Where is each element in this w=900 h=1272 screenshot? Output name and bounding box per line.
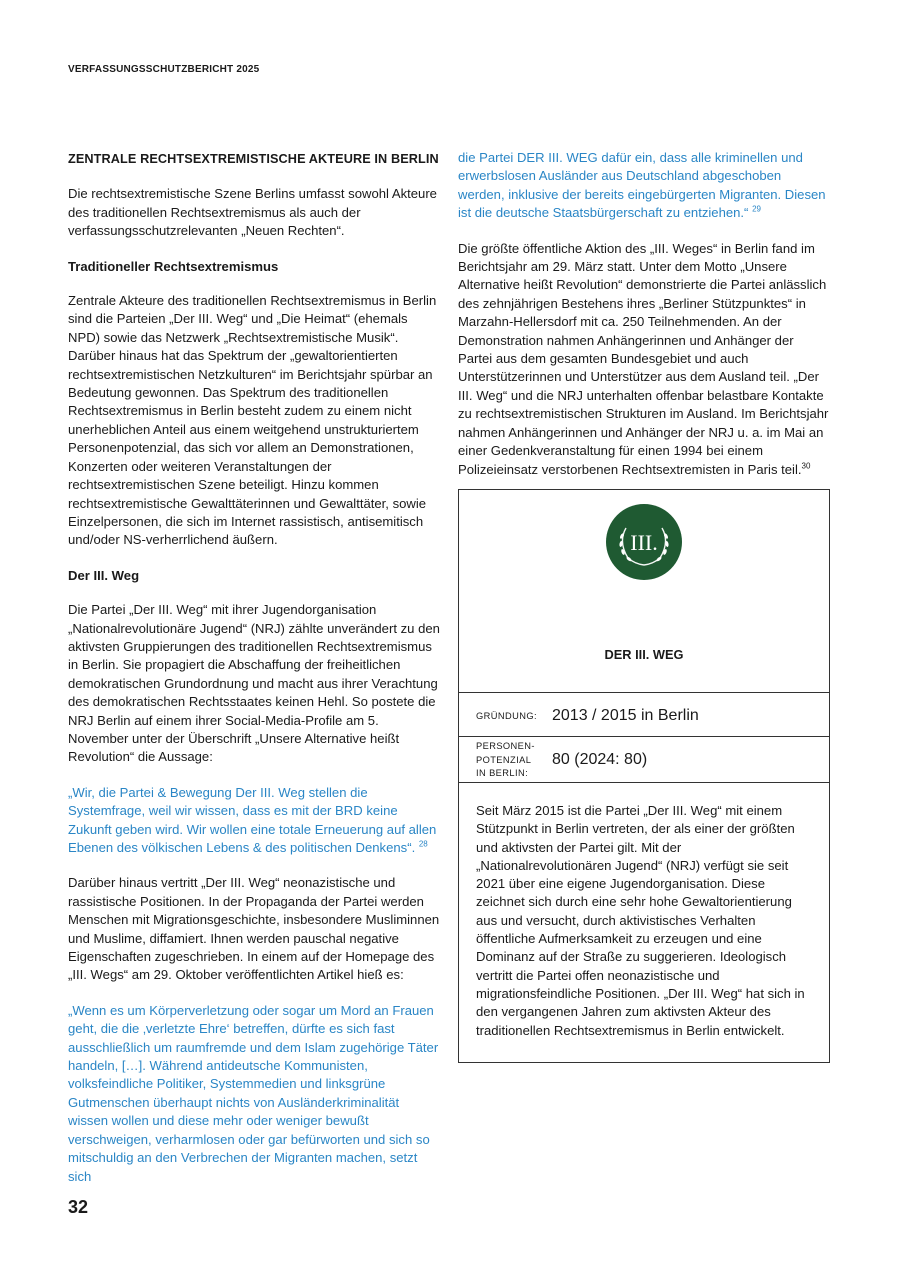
party-logo-laurel-icon <box>604 502 684 582</box>
founding-row <box>459 692 829 736</box>
potential-value: 80 (2024: 80) <box>552 751 648 768</box>
founding-value: 2013 / 2015 in Berlin <box>552 707 699 724</box>
der-iii-weg-paragraph: Die Partei „Der III. Weg“ mit ihrer Jugendorganisation „Nationalrevolutionäre Jugend“ (NRJ) zählte unverändert zu den aktivsten Gruppierungen des traditionellen Rechtsextremismus in Berlin. Sie propagiert die Abschaffung der freiheitlichen demokratischen Grundordnung und macht aus ihrer Verachtung des demokratischen Rechtsstaates keinen Hehl. So postete die NRJ Berlin auf einem ihrer Social-Media-Profile am 5. November unter der Überschrift „Unsere Alternative heißt Revolution“ die Aussage: <box>68 602 440 765</box>
potential-label-line-3: IN BERLIN: <box>476 768 529 778</box>
quote-systemfrage <box>68 784 440 858</box>
action-paragraph-text: Die größte öffentliche Aktion des „III. Weges“ in Berlin fand im Berichtsjahr am 29. März statt. Unter dem Motto „Unsere Alternative heißt Revolution“ demonstrierte die Partei anlässlich des zehnjährigen Bestehens ihres „Berliner Stützpunktes“ in Marzahn-Hellersdorf mit ca. 250 Teilnehmenden. An der Demonstration nahmen Anhängerinnen und Anhänger der Partei aus dem gesamten Bundesgebiet und auch Unterstützerinnen und Unterstützer aus dem Ausland teil. „Der III. Weg“ und die NRJ unterhalten offenbar belastbare Kontakte zu rechtsextremistischen Strukturen im Ausland. Im Berichtsjahr nahmen Anhängerinnen und Anhänger der NRJ u. a. im Mai an einer Gedenkveranstaltung für einen 1994 bei einem Polizeieinsatz verstorbenen Rechtsextremisten in Paris teil. <box>458 240 829 477</box>
intro-paragraph: Die rechtsextremistische Szene Berlins umfasst sowohl Akteure des traditionellen Rechtsextremismus als auch der verfassungsschutzrelevanten „Neuen Rechten“. <box>68 186 437 239</box>
card-title: DER III. WEG <box>604 647 684 662</box>
page-number: 32 <box>68 1197 89 1217</box>
left-column <box>68 150 440 1203</box>
propaganda-paragraph: Darüber hinaus vertritt „Der III. Weg“ neonazistische und rassistische Positionen. In der Propaganda der Partei werden Menschen mit Migrationsgeschichte, insbesondere Musliminnen und Muslime, diffamiert. Ihnen werden pauschal negative Eigenschaften zugeschrieben. In einem auf der Homepage des „III. Wegs“ am 29. Oktober veröffentlichten Artikel hieß es: <box>68 875 440 983</box>
quote-homepage-end-text: die Partei DER III. WEG dafür ein, dass alle kriminellen und erwerbslosen Ausländer aus Deutschland abgeschoben werden, inklusive der bereits eingebürgerten Migranten. Diesen ist die deutsche Staatsbürgerschaft zu entziehen.“ <box>458 150 826 221</box>
potential-row <box>459 736 829 783</box>
traditional-paragraph: Zentrale Akteure des traditionellen Rechtsextremismus in Berlin sind die Parteien „Der III. Weg“ und „Die Heimat“ (ehemals NPD) sowie das Netzwerk „Rechtsextremistische Musik“. Darüber hinaus hat das Spektrum der „gewaltorientierten rechtsextremistischen Netzkulturen“ im Berichtsjahr spürbar an Bedeutung gewonnen. Das Spektrum des traditionellen Rechtsextremismus in Berlin besteht zudem zu einem nicht unerheblichen Anteil aus einem weitgehend unstrukturiertem Personenpotenzial, das sich vor allem an Demonstrationen, Konzerten oder weiteren Veranstaltungen der rechtsextremistischen Szene beteiligt. Hinzu kommen rechtsextremistische Gewalttäterinnen und Gewalttäter, sowie Einzelpersonen, die sich im Internet rassistisch, antisemitisch und/oder NS-verherrlichend äußern. <box>68 293 437 548</box>
footnote-marker-29: 29 <box>752 204 761 214</box>
subheading-der-iii-weg: Der III. Weg <box>68 567 140 583</box>
potential-label-line-1: PERSONEN- <box>476 741 535 751</box>
footnote-marker-30: 30 <box>801 461 811 471</box>
section-title: ZENTRALE RECHTSEXTREMISTISCHE AKTEURE IN BERLIN <box>68 152 439 166</box>
subheading-traditional: Traditioneller Rechtsextremismus <box>68 258 279 274</box>
quote-systemfrage-text: „Wir, die Partei & Bewegung Der III. Weg stellen die Systemfrage, weil wir wissen, dass es mit der BRD keine Zukunft geben wird. Wir wollen eine totale Erneuerung auf allen Ebenen des völkischen Lebens & des politischen Denkens“. <box>68 784 437 855</box>
running-header: VERFASSUNGSSCHUTZBERICHT 2025 <box>68 64 260 75</box>
right-column <box>458 149 830 496</box>
party-logo-text: III. <box>630 530 658 555</box>
potential-label <box>476 740 535 781</box>
action-paragraph <box>458 240 830 479</box>
quote-homepage-end <box>458 149 830 223</box>
footnote-marker-28: 28 <box>418 839 428 849</box>
card-description: Seit März 2015 ist die Partei „Der III. Weg“ mit einem Stützpunkt in Berlin vertreten, der als einer der größten und aktivsten der Partei gilt. Mit der „Nationalrevolutionären Jugend“ (NRJ) verfügt sie seit 2021 über eine eigene Jugendorganisation. Diese zeichnet sich durch eine sehr hohe Gewaltorientierung aus und versucht, durch aktivistisches Verhalten öffentliche Aufmerksamkeit zu erzeugen und eine Dominanz auf der Straße zu suggerieren. Ideologisch vertritt die Partei offen neonazistische und migrationsfeindliche Positionen. „Der III. Weg“ hat sich in den vergangenen Jahren zum aktivsten Akteur des traditionellen Rechtsextremismus in Berlin entwickelt. <box>476 803 805 1038</box>
founding-label: GRÜNDUNG: <box>476 711 537 721</box>
party-profile-card <box>458 489 830 1063</box>
quote-homepage-start: „Wenn es um Körperverletzung oder sogar um Mord an Frauen geht, die die ‚verletzte Ehre‘ betreffen, dürfte es sich fast ausschließlich um raumfremde und dem Islam zugehörige Täter handeln, […]. Während antideutsche Kommunisten, volksfeindliche Politiker, Systemmedien und linksgrüne Gutmenschen überhaupt nichts von Ausländerkriminalität wissen wollen und diese mehr oder weniger bewußt verschweigen, verharmlosen oder gar befürworten und sich so mitschuldig an den Verbrechen der Migranten machen, setzt sich <box>68 1002 439 1184</box>
potential-label-line-2: POTENZIAL <box>476 754 532 765</box>
